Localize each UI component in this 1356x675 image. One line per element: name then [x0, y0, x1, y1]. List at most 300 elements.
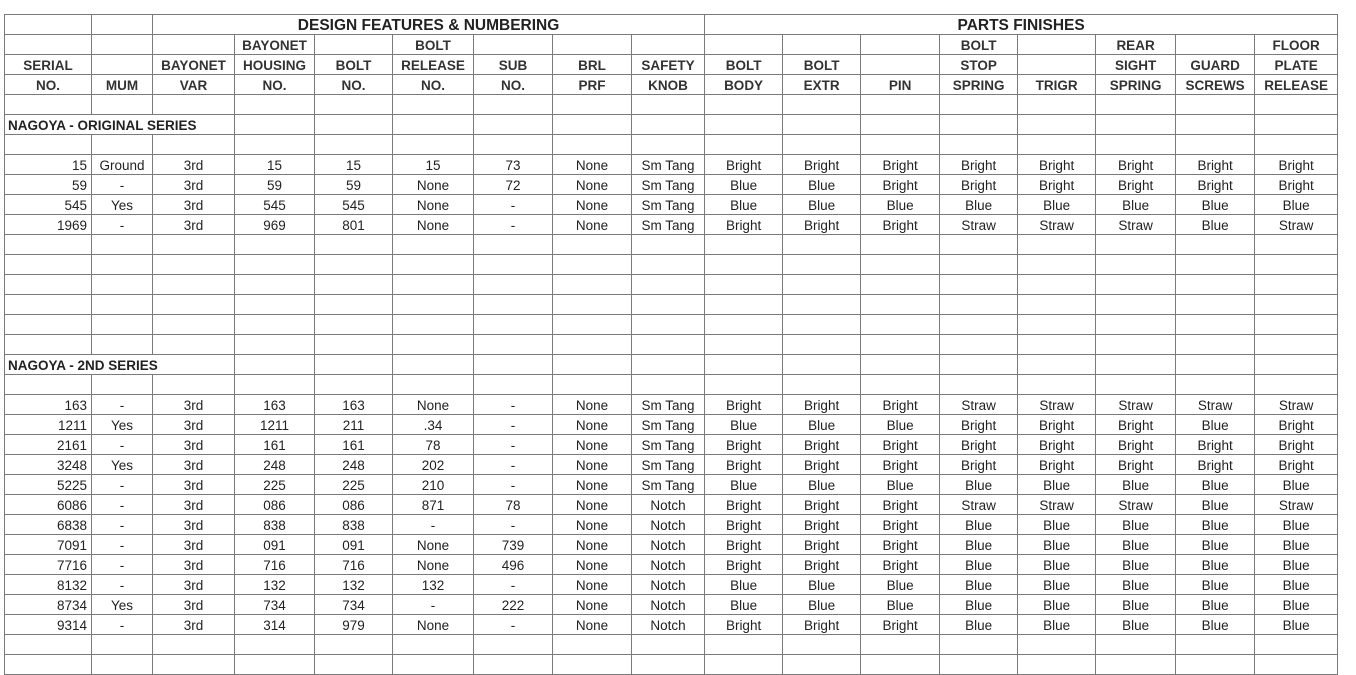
table-cell: Bright [1255, 155, 1338, 175]
blank-cell [861, 355, 940, 375]
table-cell: - [474, 575, 553, 595]
blank-cell [553, 135, 632, 155]
table-row [5, 515, 1338, 535]
blank-cell [5, 275, 92, 295]
blank-cell [1176, 635, 1255, 655]
column-header-cell: FLOOR [1255, 35, 1338, 55]
table-cell: Bright [705, 615, 783, 635]
blank-cell [783, 295, 861, 315]
table-cell: - [474, 455, 553, 475]
table-cell: Sm Tang [632, 455, 705, 475]
table-cell: Bright [940, 435, 1018, 455]
blank-cell [1255, 295, 1338, 315]
blank-cell [315, 635, 393, 655]
table-cell: Bright [783, 555, 861, 575]
blank-cell [861, 275, 940, 295]
table-row [5, 495, 1338, 515]
blank-cell [632, 255, 705, 275]
blank-cell [92, 635, 153, 655]
blank-cell [632, 635, 705, 655]
table-cell: Bright [783, 455, 861, 475]
table-cell: Blue [940, 575, 1018, 595]
blank-row [5, 375, 1338, 395]
blank-cell [1176, 255, 1255, 275]
table-cell: None [553, 395, 632, 415]
blank-cell [235, 635, 315, 655]
blank-cell [315, 95, 393, 115]
blank-cell [861, 95, 940, 115]
blank-cell [705, 315, 783, 335]
blank-cell [1255, 635, 1338, 655]
column-header-cell [474, 35, 553, 55]
blank-cell [474, 255, 553, 275]
table-cell: Straw [940, 215, 1018, 235]
table-cell: 091 [315, 535, 393, 555]
table-cell: Bright [861, 515, 940, 535]
table-cell: 979 [315, 615, 393, 635]
blank-cell [1096, 375, 1176, 395]
blank-cell [1018, 375, 1096, 395]
blank-cell [92, 235, 153, 255]
table-row [5, 155, 1338, 175]
blank-cell [553, 375, 632, 395]
table-cell: 086 [315, 495, 393, 515]
table-cell: Blue [1176, 415, 1255, 435]
table-row [5, 195, 1338, 215]
blank-cell [1018, 135, 1096, 155]
blank-cell [940, 115, 1018, 135]
blank-cell [1018, 655, 1096, 675]
table-cell: Blue [705, 175, 783, 195]
blank-cell [474, 315, 553, 335]
table-cell: None [553, 155, 632, 175]
table-cell: - [92, 395, 153, 415]
table-cell: Blue [783, 175, 861, 195]
column-header-cell: SERIAL [5, 55, 92, 75]
blank-cell [315, 255, 393, 275]
blank-cell [1176, 315, 1255, 335]
blank-cell [632, 315, 705, 335]
table-cell: - [393, 515, 474, 535]
table-cell: 3rd [153, 175, 235, 195]
blank-cell [632, 655, 705, 675]
table-cell: Bright [1176, 155, 1255, 175]
table-cell: 15 [393, 155, 474, 175]
table-cell: 163 [235, 395, 315, 415]
table-cell: 969 [235, 215, 315, 235]
table-cell: - [92, 215, 153, 235]
table-cell: - [474, 195, 553, 215]
table-cell: Blue [1176, 475, 1255, 495]
table-cell: Straw [1018, 495, 1096, 515]
table-cell: Bright [1255, 175, 1338, 195]
table-row [5, 475, 1338, 495]
serial-number-cell: 6086 [5, 495, 92, 515]
blank-cell [705, 355, 783, 375]
table-cell: 132 [315, 575, 393, 595]
table-cell: Notch [632, 555, 705, 575]
column-header-cell: BAYONET [235, 35, 315, 55]
blank-row [5, 95, 1338, 115]
blank-cell [1096, 655, 1176, 675]
table-cell: - [92, 555, 153, 575]
blank-cell [5, 235, 92, 255]
blank-cell [92, 295, 153, 315]
table-cell: Blue [1255, 475, 1338, 495]
column-header-cell: BOLT [783, 55, 861, 75]
blank-cell [632, 275, 705, 295]
blank-cell [940, 235, 1018, 255]
blank-cell [1176, 235, 1255, 255]
table-cell: Blue [940, 555, 1018, 575]
table-cell: 3rd [153, 395, 235, 415]
blank-cell [553, 335, 632, 355]
blank-cell [153, 335, 235, 355]
table-cell: None [393, 555, 474, 575]
table-cell: Bright [1176, 175, 1255, 195]
table-cell: 3rd [153, 475, 235, 495]
blank-cell [393, 95, 474, 115]
table-cell: - [474, 475, 553, 495]
blank-cell [1018, 95, 1096, 115]
blank-cell [5, 375, 92, 395]
blank-cell [1176, 275, 1255, 295]
table-cell: Blue [1096, 615, 1176, 635]
table-cell: 3rd [153, 515, 235, 535]
table-cell: None [553, 455, 632, 475]
table-cell: Straw [1096, 215, 1176, 235]
blank-cell [1255, 255, 1338, 275]
column-header-cell: NO. [393, 75, 474, 95]
table-cell: 3rd [153, 215, 235, 235]
blank-cell [940, 295, 1018, 315]
table-cell: 3rd [153, 195, 235, 215]
table-cell: 3rd [153, 495, 235, 515]
blank-cell [315, 235, 393, 255]
column-header-cell: BODY [705, 75, 783, 95]
table-cell: Blue [1096, 475, 1176, 495]
blank-cell [783, 335, 861, 355]
table-cell: Blue [861, 195, 940, 215]
table-cell: - [474, 415, 553, 435]
table-cell: Blue [783, 195, 861, 215]
table-cell: Blue [783, 415, 861, 435]
blank-cell [393, 135, 474, 155]
column-header-cell: VAR [153, 75, 235, 95]
blank-cell [553, 355, 632, 375]
blank-row [5, 655, 1338, 675]
table-cell: None [553, 215, 632, 235]
blank-cell [153, 255, 235, 275]
table-cell: 161 [315, 435, 393, 455]
blank-cell [632, 375, 705, 395]
blank-cell [553, 115, 632, 135]
table-row [5, 595, 1338, 615]
column-header-row [5, 55, 1338, 75]
blank-cell [1096, 135, 1176, 155]
table-cell: 734 [315, 595, 393, 615]
blank-cell [783, 255, 861, 275]
table-cell: Yes [92, 595, 153, 615]
blank-cell [1255, 375, 1338, 395]
table-cell: None [553, 515, 632, 535]
table-cell: Bright [1096, 415, 1176, 435]
table-cell: Blue [1018, 535, 1096, 555]
blank-cell [92, 655, 153, 675]
table-cell: Blue [1176, 555, 1255, 575]
blank-cell [553, 295, 632, 315]
table-cell: 225 [235, 475, 315, 495]
table-cell: Bright [783, 535, 861, 555]
table-cell: Bright [783, 515, 861, 535]
table-cell: Straw [940, 395, 1018, 415]
blank-cell [315, 655, 393, 675]
table-cell: 248 [315, 455, 393, 475]
blank-cell [315, 295, 393, 315]
column-header-cell [553, 35, 632, 55]
table-cell: Straw [1255, 495, 1338, 515]
blank-cell [235, 355, 315, 375]
table-cell: None [553, 555, 632, 575]
blank-cell [861, 655, 940, 675]
blank-cell [1018, 235, 1096, 255]
section-title: NAGOYA - ORIGINAL SERIES [5, 115, 235, 135]
blank-cell [153, 295, 235, 315]
blank-cell [940, 255, 1018, 275]
blank-cell [705, 655, 783, 675]
table-cell: Blue [1096, 195, 1176, 215]
table-row [5, 435, 1338, 455]
blank-cell [1255, 135, 1338, 155]
table-cell: Yes [92, 415, 153, 435]
table-cell: Sm Tang [632, 175, 705, 195]
blank-cell [632, 95, 705, 115]
blank-cell [1176, 335, 1255, 355]
table-cell: Notch [632, 535, 705, 555]
blank-cell [474, 235, 553, 255]
table-cell: 801 [315, 215, 393, 235]
blank-cell [393, 235, 474, 255]
table-cell: Sm Tang [632, 155, 705, 175]
column-header-cell: NO. [5, 75, 92, 95]
serial-number-cell: 6838 [5, 515, 92, 535]
table-cell: None [553, 595, 632, 615]
blank-cell [474, 635, 553, 655]
column-header-cell [1018, 35, 1096, 55]
blank-cell [315, 135, 393, 155]
table-cell: - [92, 615, 153, 635]
table-cell: Blue [940, 515, 1018, 535]
column-header-cell: REAR [1096, 35, 1176, 55]
blank-cell [632, 335, 705, 355]
blank-cell [153, 235, 235, 255]
table-cell: Bright [861, 535, 940, 555]
table-cell: 59 [315, 175, 393, 195]
blank-cell [783, 235, 861, 255]
blank-cell [474, 355, 553, 375]
serial-number-cell: 5225 [5, 475, 92, 495]
table-cell: - [474, 435, 553, 455]
blank-cell [1255, 335, 1338, 355]
table-cell: Blue [1096, 535, 1176, 555]
table-cell: 086 [235, 495, 315, 515]
blank-cell [474, 275, 553, 295]
blank-cell [5, 295, 92, 315]
table-cell: - [92, 495, 153, 515]
blank-cell [632, 295, 705, 315]
blank-cell [553, 635, 632, 655]
table-cell: None [553, 535, 632, 555]
blank-cell [5, 255, 92, 275]
column-header-cell: NO. [315, 75, 393, 95]
table-cell: Bright [1018, 155, 1096, 175]
blank-cell [1018, 635, 1096, 655]
blank-cell [783, 135, 861, 155]
table-cell: None [553, 415, 632, 435]
table-cell: Blue [1176, 575, 1255, 595]
table-cell: - [92, 575, 153, 595]
blank-cell [632, 135, 705, 155]
table-cell: Notch [632, 495, 705, 515]
table-cell: Blue [1096, 555, 1176, 575]
table-cell: Blue [1018, 515, 1096, 535]
blank-cell [632, 235, 705, 255]
serial-number-cell: 163 [5, 395, 92, 415]
table-cell: 3rd [153, 575, 235, 595]
table-cell: Straw [1018, 395, 1096, 415]
blank-row [5, 235, 1338, 255]
column-header-cell: BOLT [940, 35, 1018, 55]
table-cell: 73 [474, 155, 553, 175]
table-row [5, 615, 1338, 635]
blank-cell [315, 115, 393, 135]
table-cell: 1211 [235, 415, 315, 435]
blank-row [5, 275, 1338, 295]
serial-number-cell: 15 [5, 155, 92, 175]
column-header-cell: SUB [474, 55, 553, 75]
blank-cell [940, 635, 1018, 655]
table-cell: 3rd [153, 455, 235, 475]
blank-cell [1096, 335, 1176, 355]
table-cell: Blue [783, 475, 861, 495]
column-header-cell [5, 35, 92, 55]
blank-cell [92, 375, 153, 395]
blank-cell [92, 255, 153, 275]
blank-cell [393, 655, 474, 675]
table-cell: Bright [705, 515, 783, 535]
table-cell: Bright [1255, 455, 1338, 475]
column-header-cell: STOP [940, 55, 1018, 75]
table-cell: Bright [783, 495, 861, 515]
table-cell: Yes [92, 455, 153, 475]
blank-cell [92, 95, 153, 115]
blank-cell [315, 375, 393, 395]
blank-cell [705, 255, 783, 275]
table-cell: - [474, 615, 553, 635]
blank-cell [705, 375, 783, 395]
table-cell: Sm Tang [632, 475, 705, 495]
blank-cell [5, 635, 92, 655]
table-cell: Bright [1096, 175, 1176, 195]
blank-cell [315, 275, 393, 295]
table-cell: Notch [632, 515, 705, 535]
blank-row [5, 135, 1338, 155]
blank-cell [1255, 315, 1338, 335]
table-cell: Bright [861, 435, 940, 455]
blank-cell [1096, 295, 1176, 315]
blank-cell [1255, 275, 1338, 295]
blank-cell [783, 375, 861, 395]
blank-cell [393, 295, 474, 315]
table-cell: Yes [92, 195, 153, 215]
table-cell: Blue [940, 615, 1018, 635]
blank-cell [1176, 375, 1255, 395]
blank-cell [940, 275, 1018, 295]
section-title-row [5, 115, 1338, 135]
blank-cell [393, 355, 474, 375]
section-title-row [5, 355, 1338, 375]
blank-cell [315, 335, 393, 355]
table-row [5, 415, 1338, 435]
table-cell: Blue [705, 415, 783, 435]
blank-cell [1018, 295, 1096, 315]
group-header-blank [92, 15, 153, 35]
column-header-cell: BOLT [315, 55, 393, 75]
serial-number-cell: 3248 [5, 455, 92, 475]
column-header-cell [705, 35, 783, 55]
table-cell: 59 [235, 175, 315, 195]
blank-cell [553, 235, 632, 255]
table-cell: - [393, 595, 474, 615]
table-cell: Bright [861, 155, 940, 175]
table-cell: Bright [705, 215, 783, 235]
blank-cell [235, 375, 315, 395]
column-header-cell: NO. [474, 75, 553, 95]
column-header-cell: GUARD [1176, 55, 1255, 75]
table-cell: None [553, 195, 632, 215]
table-cell: Sm Tang [632, 395, 705, 415]
blank-cell [1176, 295, 1255, 315]
blank-cell [5, 315, 92, 335]
blank-cell [1018, 315, 1096, 335]
blank-cell [553, 275, 632, 295]
blank-row [5, 315, 1338, 335]
blank-cell [861, 635, 940, 655]
table-cell: 210 [393, 475, 474, 495]
blank-row [5, 335, 1338, 355]
table-cell: Bright [861, 615, 940, 635]
blank-cell [1096, 275, 1176, 295]
column-header-cell [92, 35, 153, 55]
serial-number-cell: 2161 [5, 435, 92, 455]
blank-cell [861, 375, 940, 395]
table-cell: Sm Tang [632, 215, 705, 235]
table-cell: Blue [940, 535, 1018, 555]
blank-cell [393, 115, 474, 135]
blank-cell [632, 355, 705, 375]
column-header-cell [1018, 55, 1096, 75]
blank-cell [1096, 635, 1176, 655]
blank-cell [783, 315, 861, 335]
table-cell: Straw [1096, 495, 1176, 515]
blank-cell [705, 235, 783, 255]
column-header-cell: MUM [92, 75, 153, 95]
table-cell: 3rd [153, 435, 235, 455]
blank-cell [553, 655, 632, 675]
blank-cell [1018, 275, 1096, 295]
blank-cell [474, 115, 553, 135]
table-cell: Blue [861, 415, 940, 435]
